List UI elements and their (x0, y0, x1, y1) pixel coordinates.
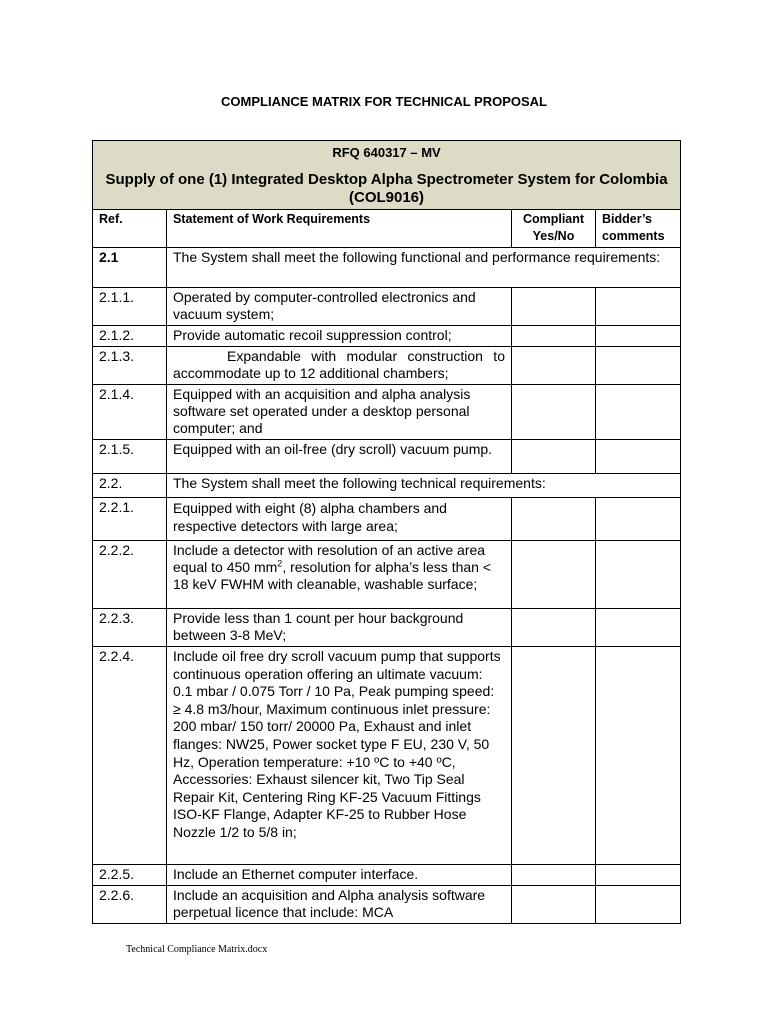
row-statement: Operated by computer-controlled electronics and vacuum system; (167, 288, 512, 326)
row-statement: Include an acquisition and Alpha analysis software perpetual licence that include: MCA (167, 886, 512, 924)
row-ref: 2.1.1. (93, 288, 167, 326)
compliant-cell[interactable] (512, 541, 596, 609)
compliance-matrix-table (92, 140, 681, 924)
row-statement: The System shall meet the following functional and performance requirements: (167, 248, 681, 288)
comments-cell[interactable] (596, 609, 681, 647)
supply-title: Supply of one (1) Integrated Desktop Alpha Spectrometer System for Colombia (COL9016) (105, 171, 668, 206)
row-ref: 2.2.1. (93, 498, 167, 541)
comments-cell[interactable] (596, 326, 681, 347)
table-row (93, 248, 681, 288)
table-row (93, 865, 681, 886)
comments-cell[interactable] (596, 440, 681, 474)
table-row (93, 498, 681, 541)
row-statement: Expandable with modular construction to accommodate up to 12 additional chambers; (167, 347, 512, 385)
row-ref: 2.1.4. (93, 385, 167, 440)
column-header-comments: Bidder’s comments (596, 210, 681, 248)
row-ref: 2.1.5. (93, 440, 167, 474)
row-statement: Provide less than 1 count per hour background between 3-8 MeV; (167, 609, 512, 647)
row-ref: 2.2.4. (93, 647, 167, 865)
table-row (93, 385, 681, 440)
column-header-compliant: Compliant Yes/No (512, 210, 596, 248)
table-row (93, 347, 681, 385)
comments-cell[interactable] (596, 886, 681, 924)
row-ref: 2.2.5. (93, 865, 167, 886)
row-ref: 2.2. (93, 474, 167, 498)
compliant-cell[interactable] (512, 326, 596, 347)
comments-cell[interactable] (596, 288, 681, 326)
page-footer: Technical Compliance Matrix.docx (126, 944, 268, 955)
comments-cell[interactable] (596, 541, 681, 609)
compliant-cell[interactable] (512, 647, 596, 865)
compliant-cell[interactable] (512, 347, 596, 385)
compliant-cell[interactable] (512, 609, 596, 647)
row-ref: 2.2.3. (93, 609, 167, 647)
row-statement: The System shall meet the following technical requirements: (167, 474, 681, 498)
row-ref: 2.2.6. (93, 886, 167, 924)
comments-cell[interactable] (596, 865, 681, 886)
row-ref: 2.2.2. (93, 541, 167, 609)
row-statement: Include a detector with resolution of an active area equal to 450 $mm^2$, resolution for alpha’s less than < 18 keV FWHM with cleanable, washable surface; (167, 541, 512, 609)
comments-cell[interactable] (596, 647, 681, 865)
compliant-cell[interactable] (512, 440, 596, 474)
rfq-number: RFQ 640317 – MV (332, 145, 441, 160)
column-header-ref: Ref. (93, 210, 167, 248)
table-header-banner (93, 141, 681, 210)
column-header-statement: Statement of Work Requirements (167, 210, 512, 248)
document-title: COMPLIANCE MATRIX FOR TECHNICAL PROPOSAL (221, 94, 547, 109)
table-row (93, 609, 681, 647)
row-statement: Include oil free dry scroll vacuum pump that supports continuous operation offering an ultimate vacuum: 0.1 mbar / 0.075 Torr / 10 Pa, Peak pumping speed: ≥ 4.8 m3/hour, Maximum continuous inlet pressure: 200 mbar/ 150 torr/ 20000 Pa, Exhaust and inlet flanges: NW25, Power socket type F EU, 230 V, 50 Hz, Operation temperature: +10 ºC to +40 ºC, Accessories: Exhaust silencer kit, Two Tip Seal Repair Kit, Centering Ring KF-25 Vacuum Fittings ISO-KF Flange, Adapter KF-25 to Rubber Hose Nozzle 1/2 to 5/8 in; (167, 647, 512, 865)
table-row (93, 288, 681, 326)
compliant-cell[interactable] (512, 865, 596, 886)
comments-cell[interactable] (596, 347, 681, 385)
table-row (93, 886, 681, 924)
compliant-cell[interactable] (512, 886, 596, 924)
row-statement: Include an Ethernet computer interface. (167, 865, 512, 886)
compliant-cell[interactable] (512, 288, 596, 326)
table-row (93, 326, 681, 347)
comments-cell[interactable] (596, 385, 681, 440)
table-row (93, 474, 681, 498)
row-ref: 2.1 (93, 248, 167, 288)
table-row (93, 647, 681, 865)
row-statement: Equipped with an acquisition and alpha analysis software set operated under a desktop personal computer; and (167, 385, 512, 440)
row-statement: Provide automatic recoil suppression control; (167, 326, 512, 347)
table-row (93, 541, 681, 609)
row-statement: Equipped with eight (8) alpha chambers and respective detectors with large area; (167, 498, 512, 541)
compliant-cell[interactable] (512, 385, 596, 440)
table-row (93, 440, 681, 474)
row-ref: 2.1.3. (93, 347, 167, 385)
row-statement: Equipped with an oil-free (dry scroll) vacuum pump. (167, 440, 512, 474)
compliant-cell[interactable] (512, 498, 596, 541)
row-ref: 2.1.2. (93, 326, 167, 347)
comments-cell[interactable] (596, 498, 681, 541)
